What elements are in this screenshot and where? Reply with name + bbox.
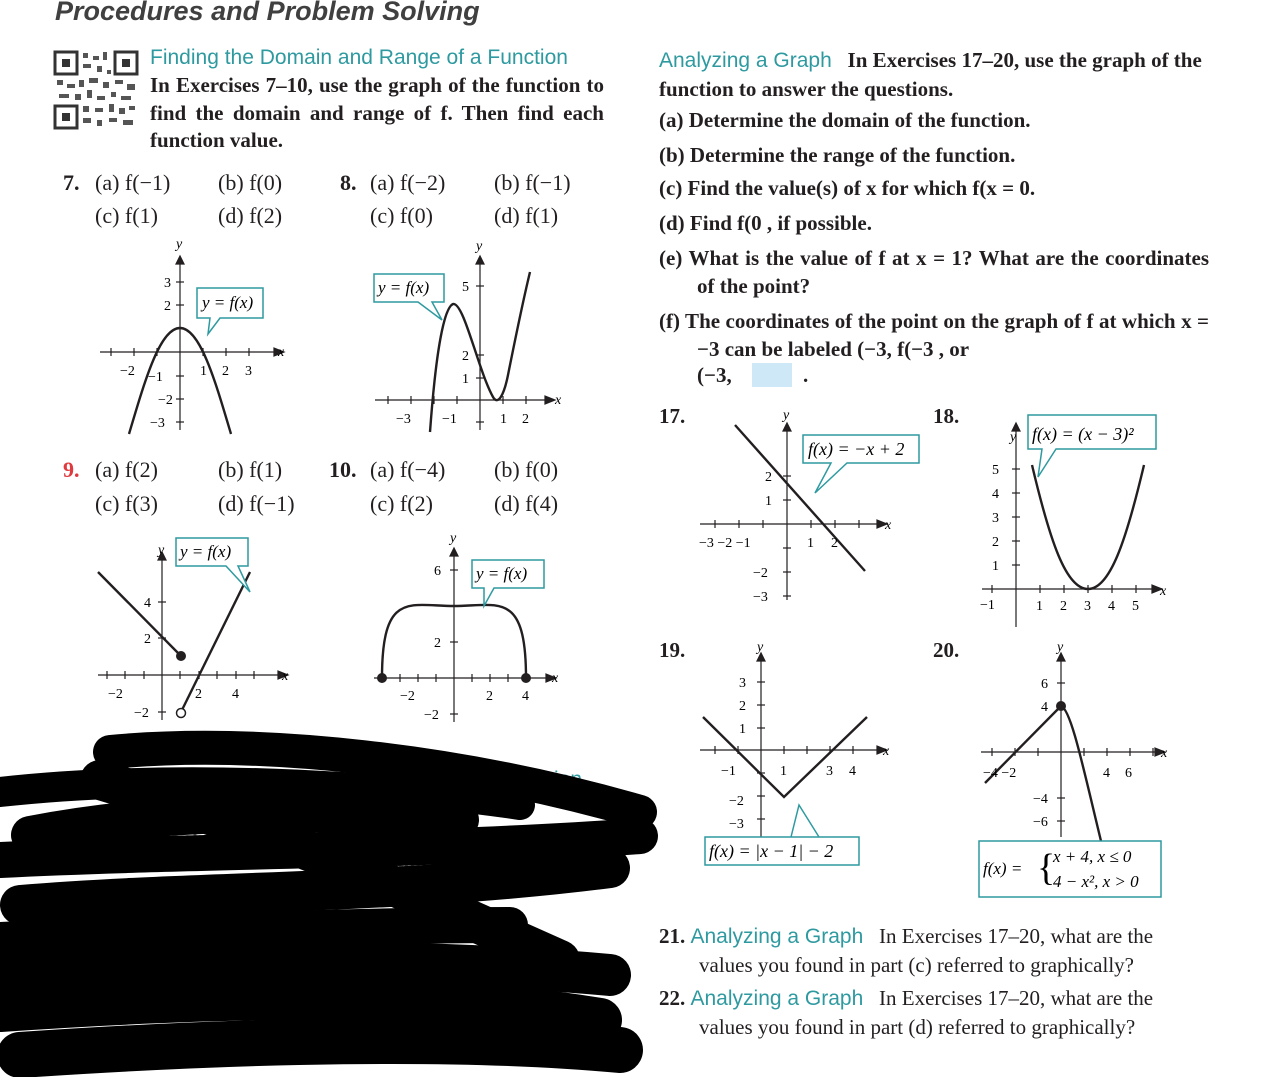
svg-text:3: 3 <box>245 364 252 379</box>
ex7-part-a: (a) f(−1) <box>95 170 171 195</box>
ex10-part-d: (d) f(4) <box>494 491 559 516</box>
ex9-number: 9. <box>63 457 80 482</box>
question-c: (c) Find the value(s) of x for which f(x = 0. <box>659 176 1036 200</box>
svg-text:4: 4 <box>992 487 999 502</box>
ex22: 22. Analyzing a Graph In Exercises 17–20, what are the values you found in part (d) referred to graphically? <box>659 986 1154 1039</box>
ex8-part-a: (a) f(−2) <box>370 170 446 195</box>
svg-text:5: 5 <box>1132 599 1139 614</box>
svg-text:f(x) = |x − 1| − 2: f(x) = |x − 1| − 2 <box>709 841 834 861</box>
ex9-part-d: (d) f(−1) <box>218 491 295 516</box>
svg-text:y: y <box>783 408 790 423</box>
ex21-text: In Exercises 17–20, what are the values you found in part (c) referred to graphically? <box>699 924 1154 977</box>
svg-text:1: 1 <box>992 559 999 574</box>
svg-text:4: 4 <box>522 689 529 704</box>
svg-text:3: 3 <box>164 276 171 291</box>
svg-text:2: 2 <box>434 636 441 651</box>
partial-text-1: graph the <box>150 826 237 850</box>
svg-text:1: 1 <box>462 372 469 387</box>
svg-text:−1: −1 <box>442 412 457 427</box>
ex17-number: 17. <box>659 404 686 428</box>
ex17-callout <box>803 435 919 493</box>
svg-text:y: y <box>158 543 165 558</box>
svg-text:y = f(x): y = f(x) <box>202 293 254 312</box>
svg-text:6: 6 <box>1041 677 1048 692</box>
ex21: 21. Analyzing a Graph In Exercises 17–20, what are the values you found in part (c) referred to graphically? <box>659 924 1154 977</box>
svg-text:−2: −2 <box>400 689 415 704</box>
ex19-curve <box>703 717 867 797</box>
svg-text:f(x) = −x + 2: f(x) = −x + 2 <box>808 439 905 459</box>
svg-text:4: 4 <box>232 687 239 702</box>
svg-text:2: 2 <box>831 536 838 551</box>
svg-text:−2: −2 <box>158 393 173 408</box>
ex10-part-b: (b) f(0) <box>494 457 559 482</box>
ex21-heading: Analyzing a Graph <box>690 925 864 948</box>
ex10-number: 10. <box>329 457 357 482</box>
ex10-part-a: (a) f(−4) <box>370 457 446 482</box>
svg-text:f(x) = (x − 3)²: f(x) = (x − 3)² <box>1032 424 1134 444</box>
svg-text:1: 1 <box>780 764 787 779</box>
svg-text:1: 1 <box>807 536 814 551</box>
svg-text:−2: −2 <box>729 794 744 809</box>
svg-text:4 − x², x > 0: 4 − x², x > 0 <box>1053 872 1139 891</box>
ex20-callout <box>979 841 1161 897</box>
svg-text:−2: −2 <box>134 706 149 721</box>
svg-text:1: 1 <box>500 412 507 427</box>
svg-text:y: y <box>450 531 457 546</box>
ex20-graph <box>975 637 1175 905</box>
svg-text:x: x <box>1160 584 1167 599</box>
svg-text:2: 2 <box>739 699 746 714</box>
svg-text:2: 2 <box>765 470 772 485</box>
svg-text:2: 2 <box>144 632 151 647</box>
svg-text:2: 2 <box>1060 599 1067 614</box>
svg-text:−1: −1 <box>721 764 736 779</box>
ex8-part-d: (d) f(1) <box>494 203 559 228</box>
svg-text:y: y <box>757 640 764 655</box>
svg-text:x: x <box>552 671 559 686</box>
svg-text:4: 4 <box>1103 766 1110 781</box>
question-f-period: . <box>803 363 809 387</box>
ex8-part-c: (c) f(0) <box>370 203 433 228</box>
ex9-part-c: (c) f(3) <box>95 491 158 516</box>
ex18-graph <box>970 405 1175 630</box>
svg-text:4: 4 <box>1041 700 1048 715</box>
svg-text:2: 2 <box>195 687 202 702</box>
svg-text:−3: −3 <box>396 412 411 427</box>
svg-text:6: 6 <box>1125 766 1132 781</box>
svg-text:y: y <box>1057 640 1064 655</box>
svg-text:5: 5 <box>992 463 999 478</box>
svg-text:2: 2 <box>992 535 999 550</box>
ex10-part-c: (c) f(2) <box>370 491 433 516</box>
ex18-curve <box>1032 465 1144 589</box>
svg-text:4: 4 <box>144 596 151 611</box>
question-e: (e) What is the value of f at x = 1? What are the coordinates of the point? <box>659 246 1209 298</box>
svg-text:6: 6 <box>434 564 441 579</box>
svg-text:x: x <box>278 345 285 360</box>
svg-text:−2: −2 <box>753 566 768 581</box>
svg-text:3: 3 <box>739 676 746 691</box>
ex22-text: In Exercises 17–20, what are the values you found in part (d) referred to graphically? <box>699 986 1154 1039</box>
ex20-parabolic-piece <box>1061 706 1101 841</box>
ex7-part-c: (c) f(1) <box>95 203 158 228</box>
svg-text:−4 −2: −4 −2 <box>983 766 1017 781</box>
svg-text:y = f(x): y = f(x) <box>476 564 528 583</box>
svg-text:x: x <box>555 393 562 408</box>
svg-text:x: x <box>1161 746 1168 761</box>
ex18-callout <box>1028 415 1156 477</box>
right-instructions: In Exercises 17–20, use the graph of the function to answer the questions. <box>659 48 1202 101</box>
svg-text:3: 3 <box>992 511 999 526</box>
ex8-number: 8. <box>340 170 357 195</box>
ex7-number: 7. <box>63 170 80 195</box>
ex8-part-b: (b) f(−1) <box>494 170 571 195</box>
ex20-number: 20. <box>933 638 960 662</box>
svg-text:−3: −3 <box>753 590 768 605</box>
svg-text:y: y <box>476 239 483 254</box>
svg-text:−3 −2 −1: −3 −2 −1 <box>699 536 751 551</box>
partial-heading: nction <box>526 768 583 791</box>
svg-text:5: 5 <box>462 280 469 295</box>
ex9-part-b: (b) f(1) <box>218 457 283 482</box>
svg-text:−2: −2 <box>120 364 135 379</box>
svg-text:x: x <box>883 744 890 759</box>
svg-text:x: x <box>282 669 289 684</box>
ex18-number: 18. <box>933 404 960 428</box>
svg-text:−3: −3 <box>729 817 744 832</box>
svg-text:2: 2 <box>486 689 493 704</box>
answer-blank[interactable] <box>752 363 792 387</box>
left-heading: Finding the Domain and Range of a Function <box>150 46 568 69</box>
svg-text:1: 1 <box>200 364 207 379</box>
question-d: (d) Find f(0 , if possible. <box>659 211 872 235</box>
right-intro <box>659 46 1209 103</box>
svg-text:y = f(x): y = f(x) <box>180 542 232 561</box>
svg-text:4: 4 <box>849 764 856 779</box>
right-heading: Analyzing a Graph <box>659 49 832 72</box>
svg-text:2: 2 <box>222 364 229 379</box>
partial-text-2: find the dom <box>355 848 470 872</box>
svg-text:2: 2 <box>164 299 171 314</box>
svg-text:−2: −2 <box>108 687 123 702</box>
question-a: (a) Determine the domain of the function. <box>659 108 1031 132</box>
ex20-vertex-point <box>1056 701 1066 711</box>
svg-text:3: 3 <box>826 764 833 779</box>
svg-text:y: y <box>176 237 183 252</box>
section-title: Procedures and Problem Solving <box>55 0 480 26</box>
ex9-part-a: (a) f(2) <box>95 457 158 482</box>
ex7-part-d: (d) f(2) <box>218 203 283 228</box>
ex22-heading: Analyzing a Graph <box>690 987 864 1010</box>
svg-text:1: 1 <box>1036 599 1043 614</box>
question-f: (f) The coordinates of the point on the graph of f at which x = −3 can be labeled (−3, f(−3 , or <box>659 309 1209 361</box>
svg-text:4: 4 <box>1108 599 1115 614</box>
ex19-graph <box>695 637 930 872</box>
svg-text:y = f(x): y = f(x) <box>378 278 430 297</box>
svg-text:−6: −6 <box>1033 815 1048 830</box>
svg-text:3: 3 <box>1084 599 1091 614</box>
left-instructions: In Exercises 7–10, use the graph of the function to find the domain and range of f. Then find each function value. <box>150 73 604 152</box>
svg-text:−3: −3 <box>150 416 165 431</box>
svg-text:−4: −4 <box>1033 792 1048 807</box>
question-b: (b) Determine the range of the function. <box>659 143 1016 167</box>
svg-text:{: { <box>1037 847 1056 889</box>
ex19-callout <box>705 805 859 865</box>
ex19-number: 19. <box>659 638 686 662</box>
question-f-point: (−3, <box>697 363 732 387</box>
svg-text:1: 1 <box>739 722 746 737</box>
svg-text:−1: −1 <box>148 370 163 385</box>
svg-text:−1: −1 <box>980 598 995 613</box>
svg-text:x: x <box>885 518 892 533</box>
ex17-graph <box>695 405 930 605</box>
svg-text:2: 2 <box>462 349 469 364</box>
svg-text:x + 4, x ≤ 0: x + 4, x ≤ 0 <box>1053 847 1132 866</box>
svg-text:y: y <box>1010 430 1017 445</box>
ex7-part-b: (b) f(0) <box>218 170 283 195</box>
svg-text:f(x) =: f(x) = <box>983 859 1023 878</box>
svg-text:2: 2 <box>522 412 529 427</box>
svg-text:1: 1 <box>765 494 772 509</box>
svg-text:−2: −2 <box>424 708 439 723</box>
